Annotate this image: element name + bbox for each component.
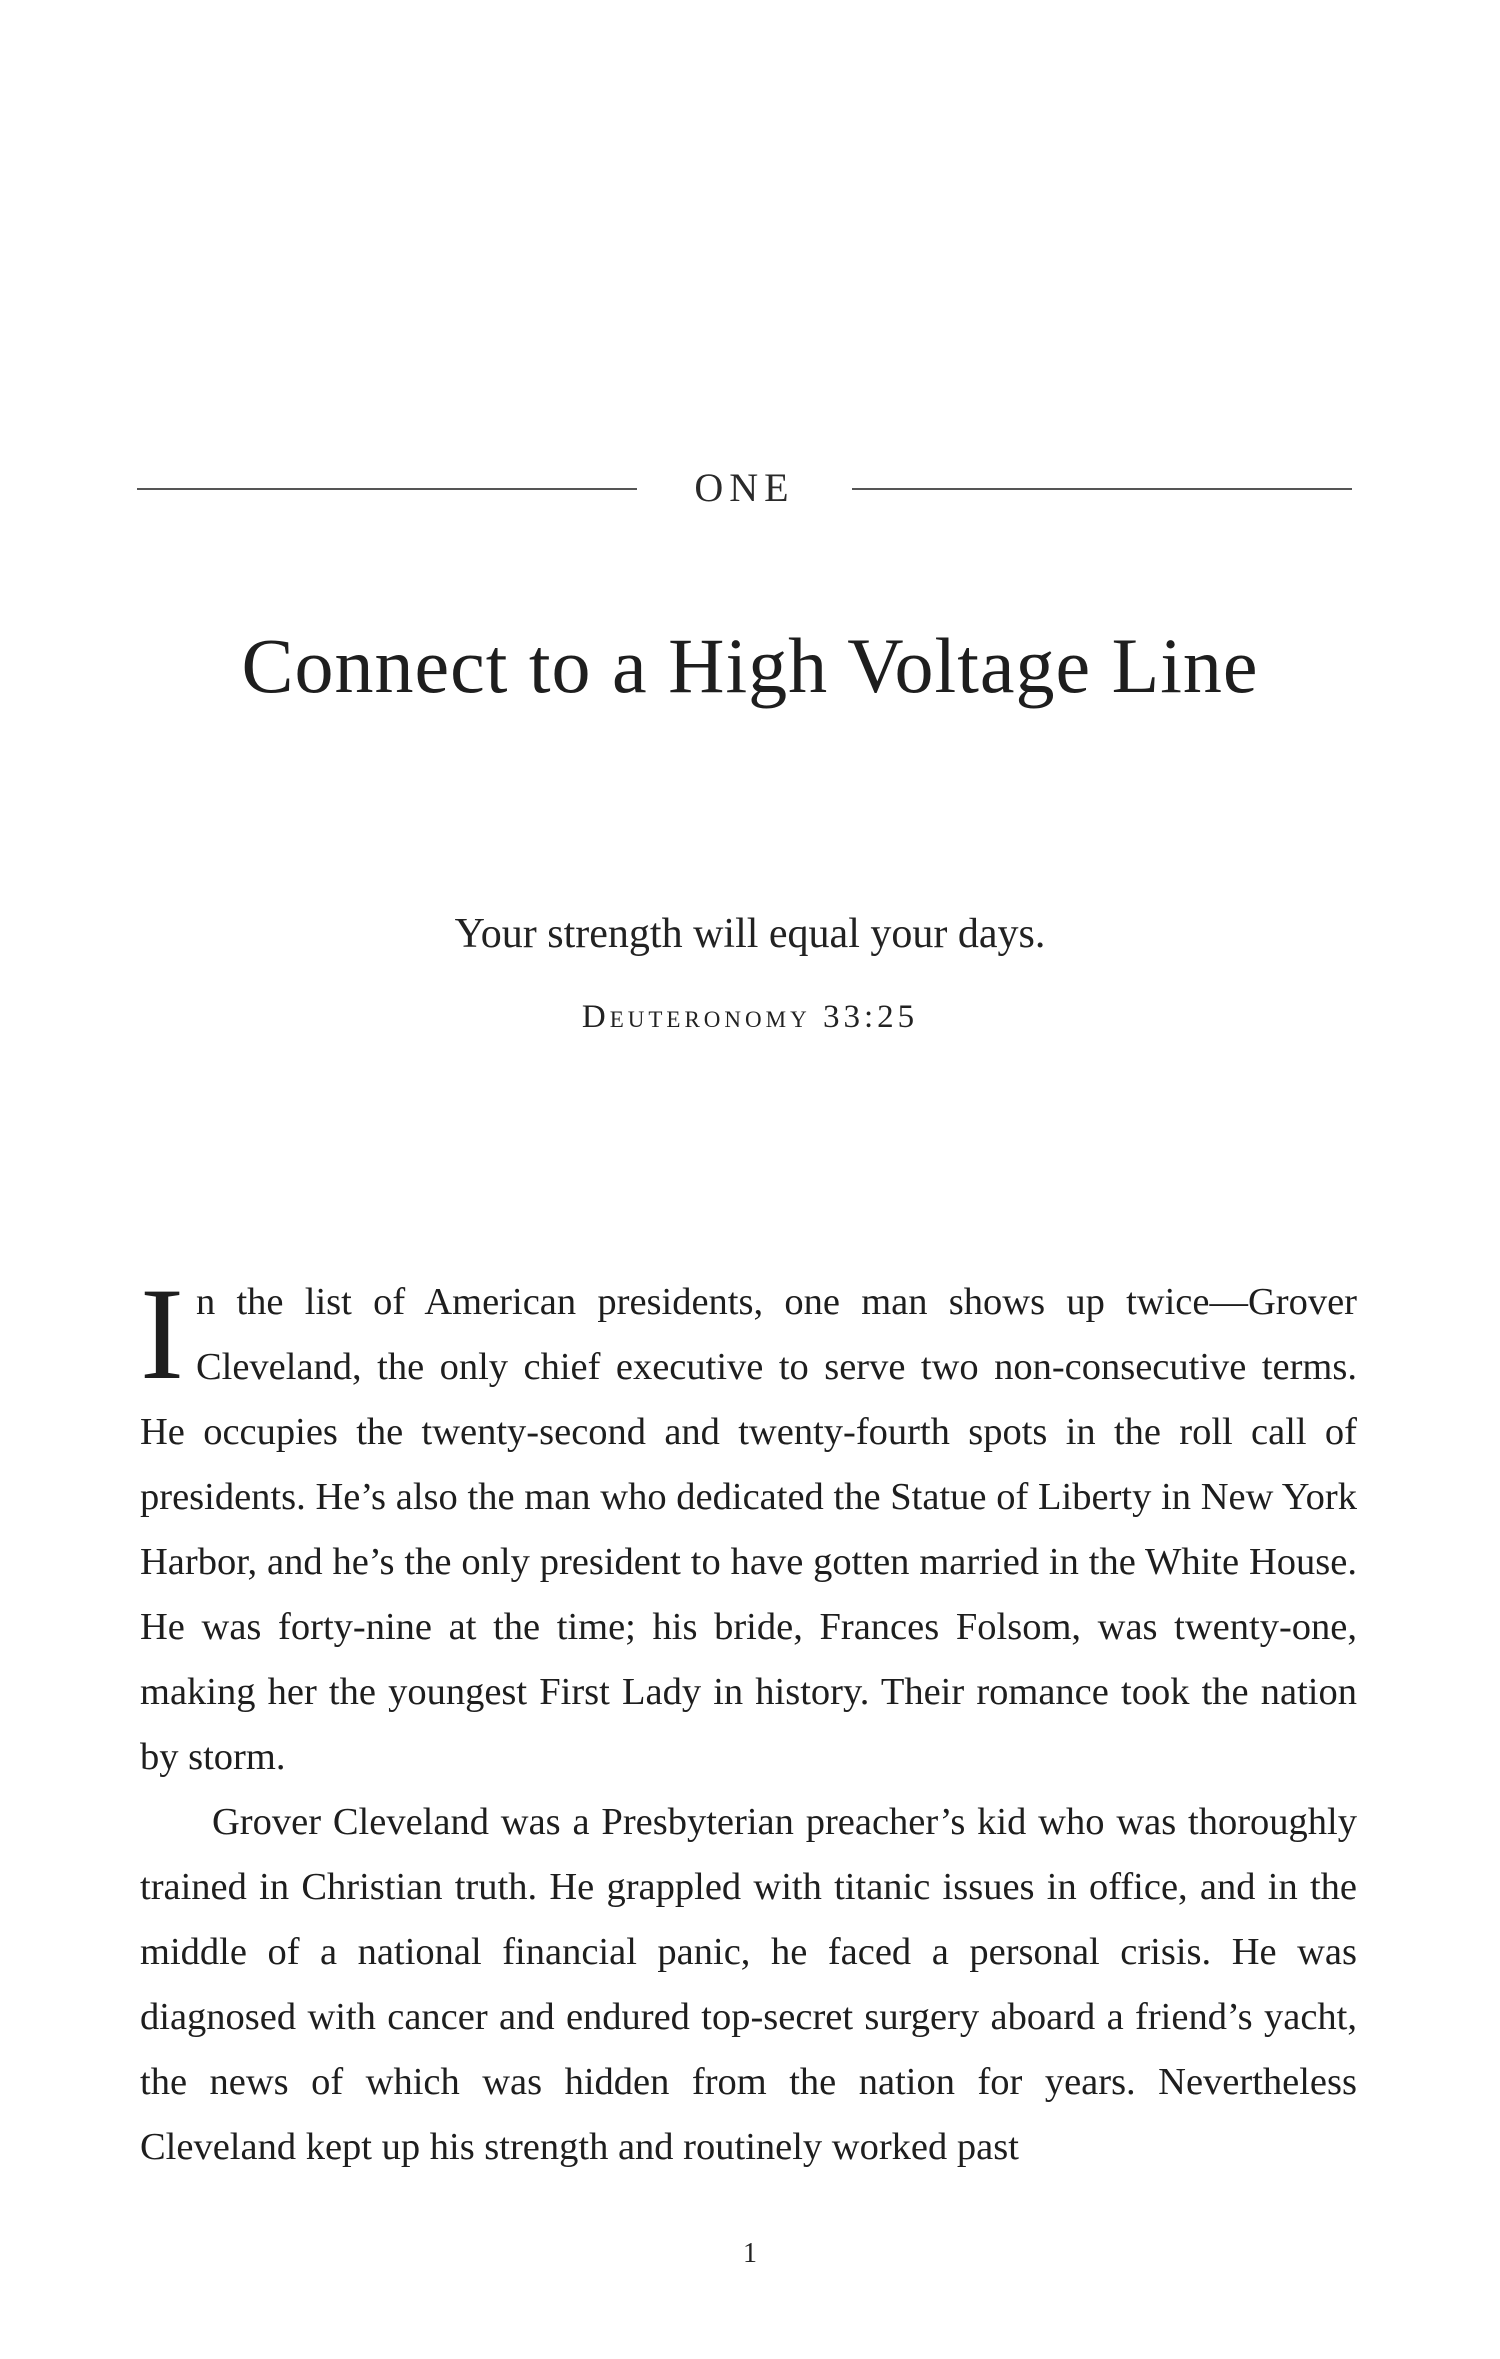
chapter-rule-right [852, 488, 1352, 490]
drop-cap: I [140, 1260, 184, 1407]
chapter-number: ONE [694, 465, 795, 510]
paragraph-2: Grover Cleveland was a Presbyterian preacher’s kid who was thoroughly trained in Christian truth. He grappled with titanic issues in office, and in the middle of a national financial panic, he faced a personal crisis. He was diagnosed with cancer and endured top-secret surgery aboard a friend’s yacht, the news of which was hidden from the nation for years. Nevertheless Cleveland kept up his strength and routinely worked past [140, 1801, 1357, 2168]
chapter-heading [137, 465, 1352, 510]
paragraph-1 [140, 1260, 1357, 1790]
chapter-title: Connect to a High Voltage Line [241, 622, 1259, 709]
epigraph-source: Deuteronomy 33:25 [581, 999, 919, 1035]
body-text [140, 1260, 1357, 2180]
paragraph-1-text: n the list of American presidents, one man shows up twice—Grover Cleveland, the only chief executive to serve two non-consecutive terms. He occupies the twenty-second and twenty-fourth spots in the roll call of presidents. He’s also the man who dedicated the Statue of Liberty in New York Harbor, and he’s the only president to have gotten married in the White House. He was forty-nine at the time; his bride, Frances Folsom, was twenty-one, making her the youngest First Lady in history. Their romance took the nation by storm. [140, 1281, 1357, 1778]
epigraph-quote: Your strength will equal your days. [454, 911, 1046, 957]
page-number: 1 [743, 2238, 757, 2269]
